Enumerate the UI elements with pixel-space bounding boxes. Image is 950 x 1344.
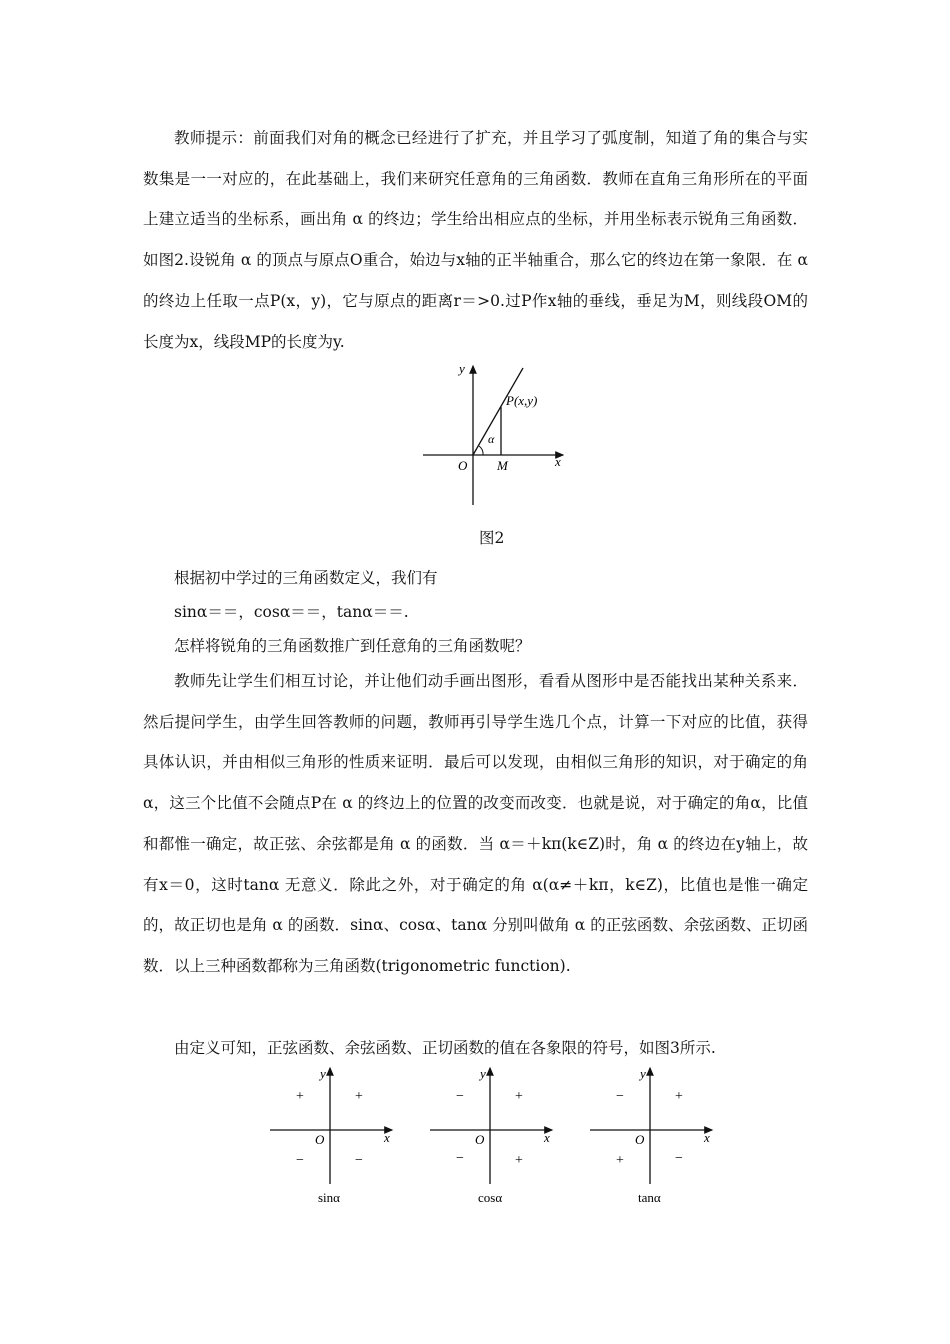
origin-label: O [635,1132,645,1147]
label-alpha: α [488,432,495,446]
angle-arc [479,446,483,455]
y-label: y [640,1066,646,1081]
label-x: x [555,454,561,469]
x-label: x [544,1130,550,1145]
quadrant-3-sign: − [456,1151,464,1166]
paragraph-formulas: sinα＝＝，cosα＝＝，tanα＝＝. [174,603,409,621]
paragraph-definition-intro: 根据初中学过的三角函数定义，我们有 [174,569,438,587]
sign-panel-sin [270,1066,392,1205]
quadrant-4-sign: − [355,1153,363,1168]
label-m: M [497,458,508,473]
paragraph-teacher-hint: 教师提示：前面我们对角的概念已经进行了扩充，并且学习了弧度制，知道了角的集合与实数集是一一对应的，在此基础上，我们来研究任意角的三角函数．教师在直角三角形所在的平面上建立适当的坐标系，画出角 α 的终边；学生给出相应点的坐标，并用坐标表示锐角三角函数．如图2.设锐角 α 的顶点与原点O重合，始边与x轴的正半轴重合，那么它的终边在第一象限．在 α 的终边上任取一点P(x，y)，它与原点的距离r＝>0.过P作x轴的垂线，垂足为M，则线段OM的长度为x，线段MP的长度为y. [143,129,808,351]
y-label: y [480,1066,486,1081]
label-point-p: P(x,y) [506,393,538,408]
quadrant-2-sign: + [296,1089,304,1104]
panel-caption: tanα [638,1190,661,1205]
sign-panel-tan [590,1066,712,1205]
quadrant-3-sign: + [616,1153,624,1168]
x-label: x [704,1130,710,1145]
paragraph-signs: 由定义可知，正弦函数、余弦函数、正切函数的值在各象限的符号，如图3所示. [174,1039,716,1057]
quadrant-3-sign: − [296,1153,304,1168]
origin-label: O [315,1132,325,1147]
label-origin: O [458,458,468,473]
terminal-side [473,368,523,455]
label-y: y [459,361,465,376]
quadrant-4-sign: + [515,1153,523,1168]
quadrant-1-sign: + [355,1089,363,1104]
quadrant-1-sign: + [515,1089,523,1104]
panel-caption: cosα [478,1190,503,1205]
origin-label: O [475,1132,485,1147]
paragraph-discussion: 教师先让学生们相互讨论，并让他们动手画出图形，看看从图形中是否能找出某种关系来．然后提问学生，由学生回答教师的问题，教师再引导学生选几个点，计算一下对应的比值，获得具体认识，并由相似三角形的性质来证明．最后可以发现，由相似三角形的知识，对于确定的角α，这三个比值不会随点P在 α 的终边上的位置的改变而改变．也就是说，对于确定的角α，比值和都惟一确定，故正弦、余弦都是角 α 的函数．当 α＝＋kπ(k∈Z)时，角 α 的终边在y轴上，故有x＝0，这时tanα 无意义．除此之外，对于确定的角 α(α≠＋kπ，k∈Z)，比值也是惟一确定的，故正切也是角 α 的函数．sinα、cosα、tanα 分别叫做角 α 的正弦函数、余弦函数、正切函数．以上三种函数都称为三角函数(trigonometric function). [143,672,808,975]
panel-caption: sinα [318,1190,340,1205]
paragraph-question: 怎样将锐角的三角函数推广到任意角的三角函数呢？ [174,637,531,655]
y-label: y [320,1066,326,1081]
quadrant-2-sign: − [616,1089,624,1104]
quadrant-4-sign: − [675,1151,683,1166]
figure-2-diagram [415,360,575,510]
quadrant-2-sign: − [456,1089,464,1104]
quadrant-1-sign: + [675,1089,683,1104]
x-label: x [384,1130,390,1145]
figure-3-diagram [260,1062,730,1212]
sign-panel-cos [430,1066,552,1205]
figure-2-caption: 图2 [479,529,505,547]
